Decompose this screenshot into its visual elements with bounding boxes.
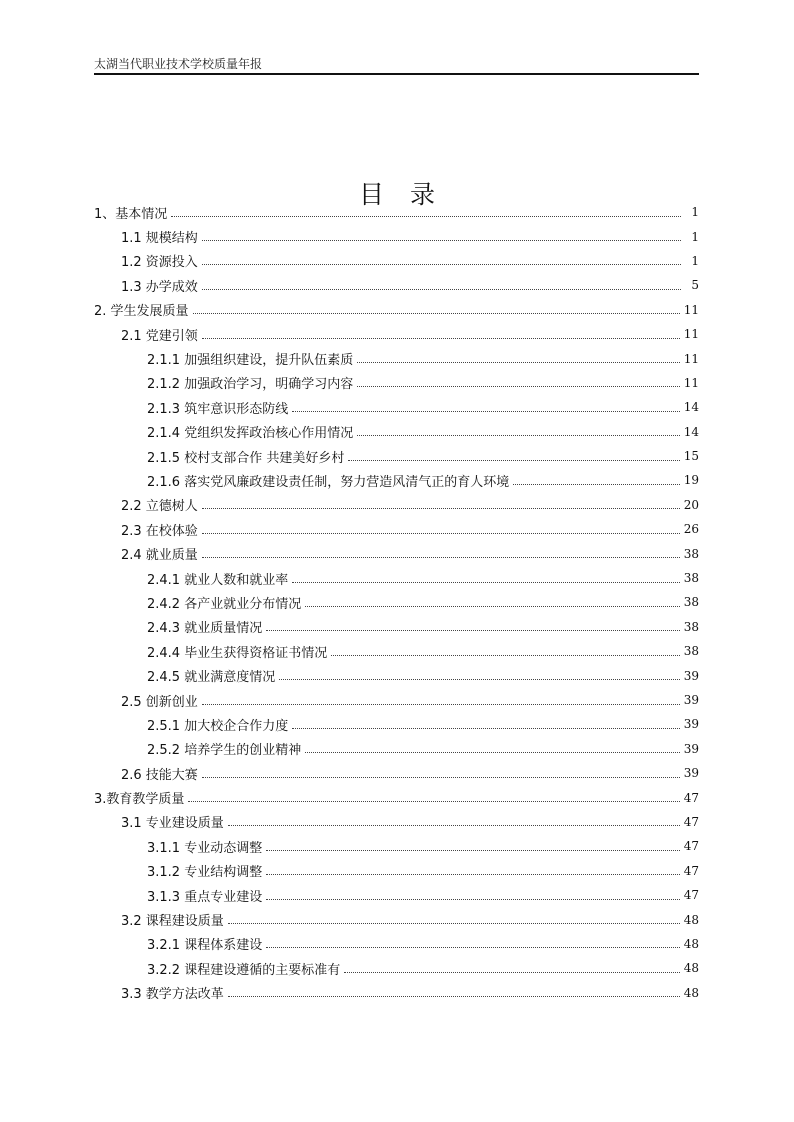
toc-dot-leader [266, 630, 680, 631]
toc-dot-leader [228, 825, 680, 826]
toc-dot-leader [193, 313, 680, 314]
toc-entry[interactable] [94, 956, 699, 980]
toc-entry-label: 3.3 教学方法改革 [121, 987, 224, 1003]
toc-entry[interactable] [94, 200, 699, 224]
toc-entry[interactable] [94, 322, 699, 346]
toc-entry-label: 3.1.3 重点专业建设 [147, 889, 263, 905]
toc-entry-label: 2.4.5 就业满意度情况 [147, 670, 276, 686]
toc-dot-leader [202, 240, 681, 241]
toc-entry[interactable] [94, 712, 699, 736]
toc-entry-label: 2.1.1 加强组织建设，提升队伍素质 [147, 353, 354, 369]
toc-dot-leader [202, 557, 680, 558]
toc-entry-page: 39 [683, 668, 699, 683]
toc-entry-page: 11 [683, 302, 699, 317]
toc-entry-label: 1.1 规模结构 [121, 231, 198, 247]
toc-entry[interactable] [94, 785, 699, 809]
toc-entry[interactable] [94, 688, 699, 712]
toc-entry-page: 38 [683, 546, 699, 561]
toc-entry[interactable] [94, 907, 699, 931]
toc-entry[interactable] [94, 834, 699, 858]
toc-dot-leader [279, 679, 680, 680]
toc-entry-label: 2. 学生发展质量 [94, 304, 189, 320]
toc-entry-label: 2.4.4 毕业生获得资格证书情况 [147, 645, 328, 661]
toc-dot-leader [202, 533, 680, 534]
toc-entry[interactable] [94, 883, 699, 907]
toc-entry-label: 2.1.6 落实党风廉政建设责任制，努力营造风清气正的育人环境 [147, 474, 510, 490]
toc-entry-page: 47 [683, 863, 699, 878]
toc-dot-leader [357, 386, 680, 387]
toc-entry[interactable] [94, 932, 699, 956]
toc-entry-page: 48 [683, 985, 699, 1000]
toc-entry-page: 48 [683, 936, 699, 951]
toc-dot-leader [228, 996, 680, 997]
toc-entry-page: 11 [683, 327, 699, 342]
toc-entry-label: 2.5.2 培养学生的创业精神 [147, 743, 302, 759]
toc-entry-label: 1.3 办学成效 [121, 279, 198, 295]
toc-dot-leader [202, 777, 680, 778]
toc-entry[interactable] [94, 541, 699, 565]
toc-entry-page: 38 [683, 619, 699, 634]
toc-entry-label: 3.1.2 专业结构调整 [147, 865, 263, 881]
toc-entry-label: 2.6 技能大赛 [121, 767, 198, 783]
toc-title: 目录 [358, 179, 461, 209]
toc-entry[interactable] [94, 493, 699, 517]
toc-entry[interactable] [94, 639, 699, 663]
toc-entry-page: 39 [683, 766, 699, 781]
toc-entry[interactable] [94, 615, 699, 639]
toc-entry-label: 2.1.4 党组织发挥政治核心作用情况 [147, 426, 354, 442]
toc-entry[interactable] [94, 517, 699, 541]
toc-entry-label: 3.2.2 课程建设遵循的主要标准有 [147, 962, 341, 978]
toc-entry-label: 2.1.2 加强政治学习，明确学习内容 [147, 377, 354, 393]
toc-entry-page: 11 [683, 375, 699, 390]
toc-entry-label: 2.2 立德树人 [121, 499, 198, 515]
toc-entry[interactable] [94, 468, 699, 492]
toc-dot-leader [331, 655, 680, 656]
toc-entry-page: 39 [683, 693, 699, 707]
toc-dot-leader [305, 752, 680, 753]
toc-dot-leader [344, 972, 680, 973]
toc-entry[interactable] [94, 590, 699, 614]
toc-entry-page: 47 [683, 839, 699, 854]
toc-entry-page: 39 [683, 741, 699, 756]
header-rule [94, 73, 699, 75]
toc-entry-page: 14 [683, 400, 699, 415]
toc-entry[interactable] [94, 761, 699, 785]
toc-dot-leader [266, 899, 680, 900]
toc-entry-label: 2.3 在校体验 [121, 523, 198, 539]
toc-dot-leader [513, 484, 680, 485]
toc-dot-leader [292, 582, 680, 583]
toc-entry[interactable] [94, 444, 699, 468]
toc-entry[interactable] [94, 420, 699, 444]
toc-entry-page: 48 [683, 961, 699, 976]
toc-entry[interactable] [94, 810, 699, 834]
toc-entry-page: 1 [691, 253, 699, 268]
toc-dot-leader [292, 728, 680, 729]
toc-dot-leader [202, 264, 681, 265]
toc-entry[interactable] [94, 566, 699, 590]
toc-entry-page: 1 [691, 229, 699, 244]
toc-entry-label: 2.1 党建引领 [121, 328, 198, 344]
toc-entry-label: 3.教育教学质量 [94, 792, 185, 808]
toc-dot-leader [171, 216, 681, 217]
toc-entry-label: 2.1.5 校村支部合作 共建美好乡村 [147, 450, 345, 466]
toc-entry-page: 39 [683, 717, 699, 732]
toc-entry-page: 38 [683, 595, 699, 610]
toc-entry-page: 48 [683, 912, 699, 927]
toc-entry-label: 1、基本情况 [94, 206, 168, 222]
toc-entry[interactable] [94, 859, 699, 883]
toc-entry-page: 47 [683, 814, 699, 829]
toc-entry-page: 19 [683, 473, 699, 488]
toc-entry-label: 2.4 就业质量 [121, 548, 198, 564]
toc-dot-leader [188, 801, 679, 802]
running-header: 太湖当代职业技术学校质量年报 [94, 57, 263, 71]
toc-entry[interactable] [94, 981, 699, 1005]
toc-entry-page: 5 [691, 278, 699, 293]
toc-entry[interactable] [94, 737, 699, 761]
toc-entry-label: 2.1.3 筑牢意识形态防线 [147, 401, 289, 417]
toc-dot-leader [292, 411, 680, 412]
toc-entry-page: 1 [691, 205, 699, 220]
toc-entry-label: 2.4.3 就业质量情况 [147, 621, 263, 637]
toc-dot-leader [266, 850, 680, 851]
toc-entry-page: 14 [683, 424, 699, 439]
toc-entry-label: 3.1 专业建设质量 [121, 816, 224, 832]
toc-entry[interactable] [94, 395, 699, 419]
toc-entry[interactable] [94, 346, 699, 370]
toc-dot-leader [266, 874, 680, 875]
toc-entry-label: 1.2 资源投入 [121, 255, 198, 271]
toc-entry-label: 2.5.1 加大校企合作力度 [147, 718, 289, 734]
table-of-contents [94, 200, 699, 1005]
toc-entry-page: 15 [683, 449, 699, 464]
toc-entry-page: 47 [683, 888, 699, 903]
toc-entry-label: 3.2.1 课程体系建设 [147, 938, 263, 954]
toc-dot-leader [202, 704, 680, 705]
toc-dot-leader [228, 923, 680, 924]
toc-dot-leader [357, 435, 680, 436]
toc-entry-label: 2.5 创新创业 [121, 694, 198, 710]
toc-entry-page: 38 [683, 644, 699, 659]
toc-dot-leader [357, 362, 680, 363]
toc-entry[interactable] [94, 224, 699, 248]
toc-entry-page: 38 [683, 571, 699, 586]
toc-entry[interactable] [94, 371, 699, 395]
toc-dot-leader [202, 508, 680, 509]
toc-entry[interactable] [94, 663, 699, 687]
toc-dot-leader [266, 947, 680, 948]
toc-entry[interactable] [94, 273, 699, 297]
toc-dot-leader [305, 606, 680, 607]
toc-entry-label: 3.2 课程建设质量 [121, 914, 224, 930]
toc-entry[interactable] [94, 298, 699, 322]
toc-entry-page: 47 [683, 790, 699, 805]
toc-entry-label: 2.4.1 就业人数和就业率 [147, 572, 289, 588]
toc-dot-leader [348, 460, 679, 461]
toc-entry-page: 11 [683, 351, 699, 366]
toc-entry-page: 26 [683, 522, 699, 537]
toc-entry-label: 2.4.2 各产业就业分布情况 [147, 596, 302, 612]
toc-entry-label: 3.1.1 专业动态调整 [147, 840, 263, 856]
toc-entry-page: 20 [683, 497, 699, 512]
toc-entry[interactable] [94, 249, 699, 273]
toc-dot-leader [202, 289, 681, 290]
toc-dot-leader [202, 338, 680, 339]
